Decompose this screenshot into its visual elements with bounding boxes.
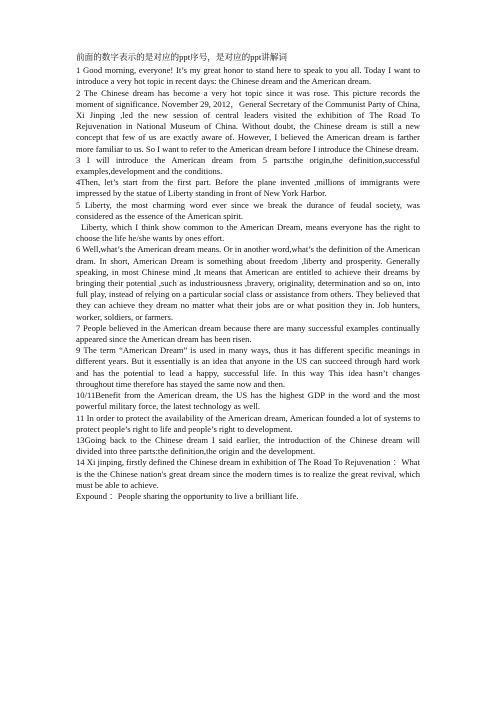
document-header: 前面的数字表示的是对应的ppt序号，是对应的ppt讲解词 xyxy=(76,52,288,62)
paragraph-2: 2 The Chinese dream has become a very hot topic since it was rose. This picture records the moment of significance. November 29, 2012，General Secretary of the Communist Party of China, Xi Jinping ,led the new session of central leaders visited the exhibition of The Road To Rejuvenation in National Museum of China. Without doubt, the Chinese dream is still a new concept that few of us are exactly aware of. However, I believed the American dream is farther more familiar to us. So I want to refer to the American dream before I introduce the Chinese dream. xyxy=(76,87,420,154)
paragraph-6: 6 Well,what’s the American dream means. Or in another word,what’s the definition of the American dram. In short, American Dream is something about freedom ,liberty and prosperity. Generally speaking, in most Chinese mind ,It means that American are entitled to achieve their dreams by bringing their potential ,such as industriousness ,bravery, originality, determination and so on, into full play, instead of relying on a particular social class or assistance from others. They believed that they can achieve they dream no matter what their jobs are or what position they in. Job hunters, worker, soldiers, or farmers. xyxy=(76,244,420,322)
paragraph-10-11: 10/11Benefit from the American dream, the US has the highest GDP in the word and the most powerful military force, the latest technology as well. xyxy=(76,390,420,412)
paragraph-14: 14 Xi jinping, firstly defined the Chinese dream in exhibition of The Road To Rejuvenation ：What is the the Chinese nation's great dream since the modern times is to realize the great revival, which must be able to achieve. xyxy=(76,457,420,490)
paragraph-liberty: Liberty, which I think show common to the American Dream, means everyone has the right to choose the life he/she wants by ones effort. xyxy=(76,222,420,244)
paragraph-4: 4Then, let’s start from the first part. Before the plane invented ,millions of immigrants were impressed by the statue of Liberty standing in front of New York Harbor. xyxy=(76,177,420,199)
document-body xyxy=(76,52,420,502)
paragraph-5: 5 Liberty, the most charming word ever since we break the durance of feudal society, was considered as the essence of the American spirit. xyxy=(76,199,420,221)
paragraph-9: 9 The term “American Dream” is used in many ways, thus it has different specific meanings in different years. But it essentially is an idea that anyone in the US can succeed through hard work and has the potential to lead a happy, successful life. In this way This idea hasn’t changes throughout time therefore has stayed the same now and then. xyxy=(76,345,420,389)
paragraph-11: 11 In order to protect the availability of the American dream, American founded a lot of systems to protect people’s right to life and people’s right to development. xyxy=(76,412,420,434)
paragraph-1: 1 Good morning, everyone! It’s my great honor to stand here to speak to you all. Today I want to introduce a very hot topic in recent days: the Chinese dream and the American dream. xyxy=(76,65,420,87)
paragraph-expound: Expound ：People sharing the opportunity to live a brilliant life. xyxy=(76,490,299,501)
paragraph-7: 7 People believed in the American dream because there are many successful examples continually appeared since the American dream has been risen. xyxy=(76,322,420,345)
paragraph-3: 3 I will introduce the American dream from 5 parts:the origin,the definition,successful examples,development and the conditions. xyxy=(76,154,420,177)
paragraph-13: 13Going back to the Chinese dream I said earlier, the introduction of the Chinese dream will divided into three parts:the definition,the origin and the development. xyxy=(76,434,420,457)
